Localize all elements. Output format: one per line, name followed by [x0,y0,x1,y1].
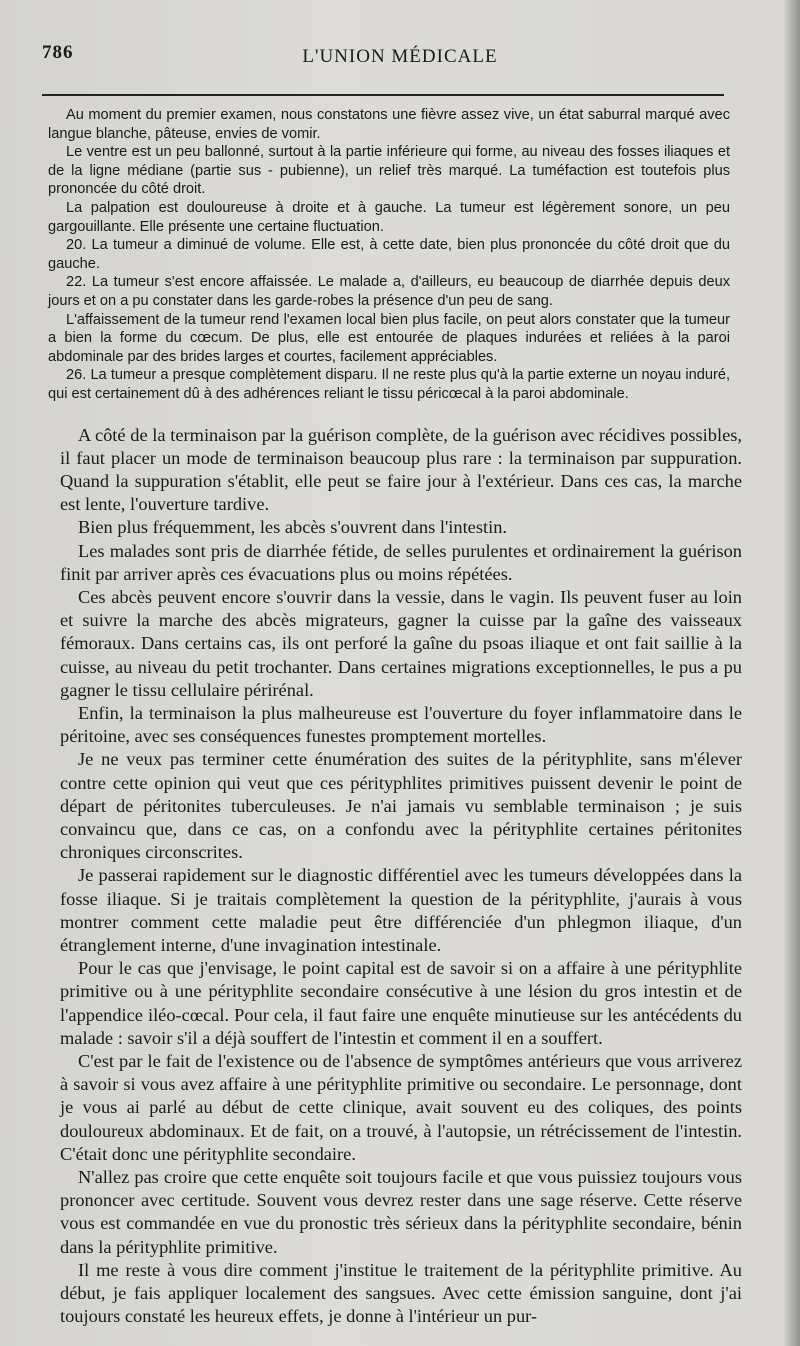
page-number: 786 [42,42,74,63]
body-paragraph: Ces abcès peuvent encore s'ouvrir dans la vessie, dans le vagin. Ils peuvent fuser au loin et suivre la marche des abcès migrateurs, gagner la cuisse par la gaîne des vaisseaux fémoraux. Dans certains cas, ils ont perforé la gaîne du psoas iliaque et ont fait saillie à la cuisse, au niveau du petit trochanter. Dans certaines migrations exceptionnelles, le pus a pu gagner le tissu cellulaire périrénal. [60,586,742,700]
body-paragraph: Pour le cas que j'envisage, le point capital est de savoir si on a affaire à une pérityphlite primitive ou à une pérityphlite secondaire consécutive à une lésion du gros intestin et de l'appendice iléo-cœcal. Pour cela, il faut faire une enquête minutieuse sur les antécédents du malade : savoir s'il a déjà souffert de l'intestin et comment il en a souffert. [60,958,742,1048]
case-note-paragraph: 26. La tumeur a presque complètement disparu. Il ne reste plus qu'à la partie externe un noyau induré, qui est certainement dû à des adhérences reliant le tissu péricœcal à la paroi abdominale. [48,367,730,402]
case-note-paragraph: La palpation est douloureuse à droite et à gauche. La tumeur est légèrement sonore, un peu gargouillante. Elle présente une certaine fluctuation. [48,199,730,235]
body-paragraph: Bien plus fréquemment, les abcès s'ouvrent dans l'intestin. [78,517,508,538]
book-gutter-shadow [784,0,800,1346]
body-paragraph: Il me reste à vous dire comment j'institue le traitement de la pérityphlite primitive. Au début, je fais appliquer localement des sangsues. Avec cette émission sanguine, dont j'ai toujours constaté les heureux effets, je donne à l'intérieur un pur- [60,1259,742,1327]
body-paragraph: Je passerai rapidement sur le diagnostic différentiel avec les tumeurs développées dans la fosse iliaque. Si je traitais complètement la question de la pérityphlite, j'aurais à vous montrer comment cette maladie peut être différenciée d'un phlegmon iliaque, d'un étranglement interne, d'une invagination intestinale. [60,865,742,955]
case-note-paragraph: 20. La tumeur a diminué de volume. Elle est, à cette date, bien plus prononcée du côté droit que du gauche. [48,237,730,272]
case-note-paragraph: Le ventre est un peu ballonné, surtout à la partie inférieure qui forme, au niveau des fosses iliaques et de la ligne médiane (partie sus - pubienne), un relief très marqué. La tuméfaction est toutefois plus prononcée du côté droit. [48,144,730,198]
body-paragraph: Enfin, la terminaison la plus malheureuse est l'ouverture du foyer inflammatoire dans le péritoine, avec ses conséquences funestes promptement mortelles. [60,702,742,747]
case-note-paragraph: 22. La tumeur s'est encore affaissée. Le malade a, d'ailleurs, eu beaucoup de diarrhée depuis deux jours et on a pu constater dans les garde-robes la présence d'un peu de sang. [48,274,730,309]
case-note-paragraph: L'affaissement de la tumeur rend l'examen local bien plus facile, on peut alors constater que la tumeur a bien la forme du cœcum. De plus, elle est entourée de plaques indurées et reliées à la paroi abdominale par des brides larges et courtes, facilement appréciables. [48,311,730,365]
case-note-paragraph: Au moment du premier examen, nous constatons une fièvre assez vive, un état saburral marqué avec langue blanche, pâteuse, envies de vomir. [48,107,730,142]
body-paragraph: Je ne veux pas terminer cette énumération des suites de la pérityphlite, sans m'élever contre cette opinion qui veut que ces pérityphlites primitives puissent devenir le point de départ de péritonites tuberculeuses. Je n'ai jamais vu semblable terminaison ; je suis convaincu que, dans ce cas, on a confondu avec la pérityphlite certaines péritonites chroniques circonscrites. [60,749,742,863]
body-paragraph: Les malades sont pris de diarrhée fétide, de selles purulentes et ordinairement la guérison finit par arriver après ces évacuations plus ou moins répétées. [60,540,742,584]
page-header [42,42,724,67]
body-paragraph: N'allez pas croire que cette enquête soit toujours facile et que vous puissiez toujours vous prononcer avec certitude. Souvent vous devrez rester dans une sage réserve. Cette réserve vous est commandée en vue du pronostic très sérieux dans la pérityphlite secondaire, bénin dans la pérityphlite primitive. [60,1167,742,1257]
body-paragraph: C'est par le fait de l'existence ou de l'absence de symptômes antérieurs que vous arriverez à savoir si vous avez affaire à une pérityphlite primitive ou secondaire. Le personnage, dont je vous ai parlé au début de cette clinique, avait souvent eu des coliques, des points douloureux abdominaux. Et de fait, on a trouvé, à l'autopsie, un rétrécissement de l'intestin. C'était donc une pérityphlite secondaire. [60,1050,742,1164]
running-title: L'UNION MÉDICALE [302,46,498,67]
case-notes [48,106,730,404]
main-text [60,424,742,1329]
body-paragraph: A côté de la terminaison par la guérison complète, de la guérison avec récidives possibles, il faut placer un mode de terminaison beaucoup plus rare : la terminaison par suppuration. Quand la suppuration s'établit, elle peut se faire jour à l'extérieur. Dans ces cas, la marche est lente, l'ouverture tardive. [60,424,742,515]
header-rule [42,94,724,96]
